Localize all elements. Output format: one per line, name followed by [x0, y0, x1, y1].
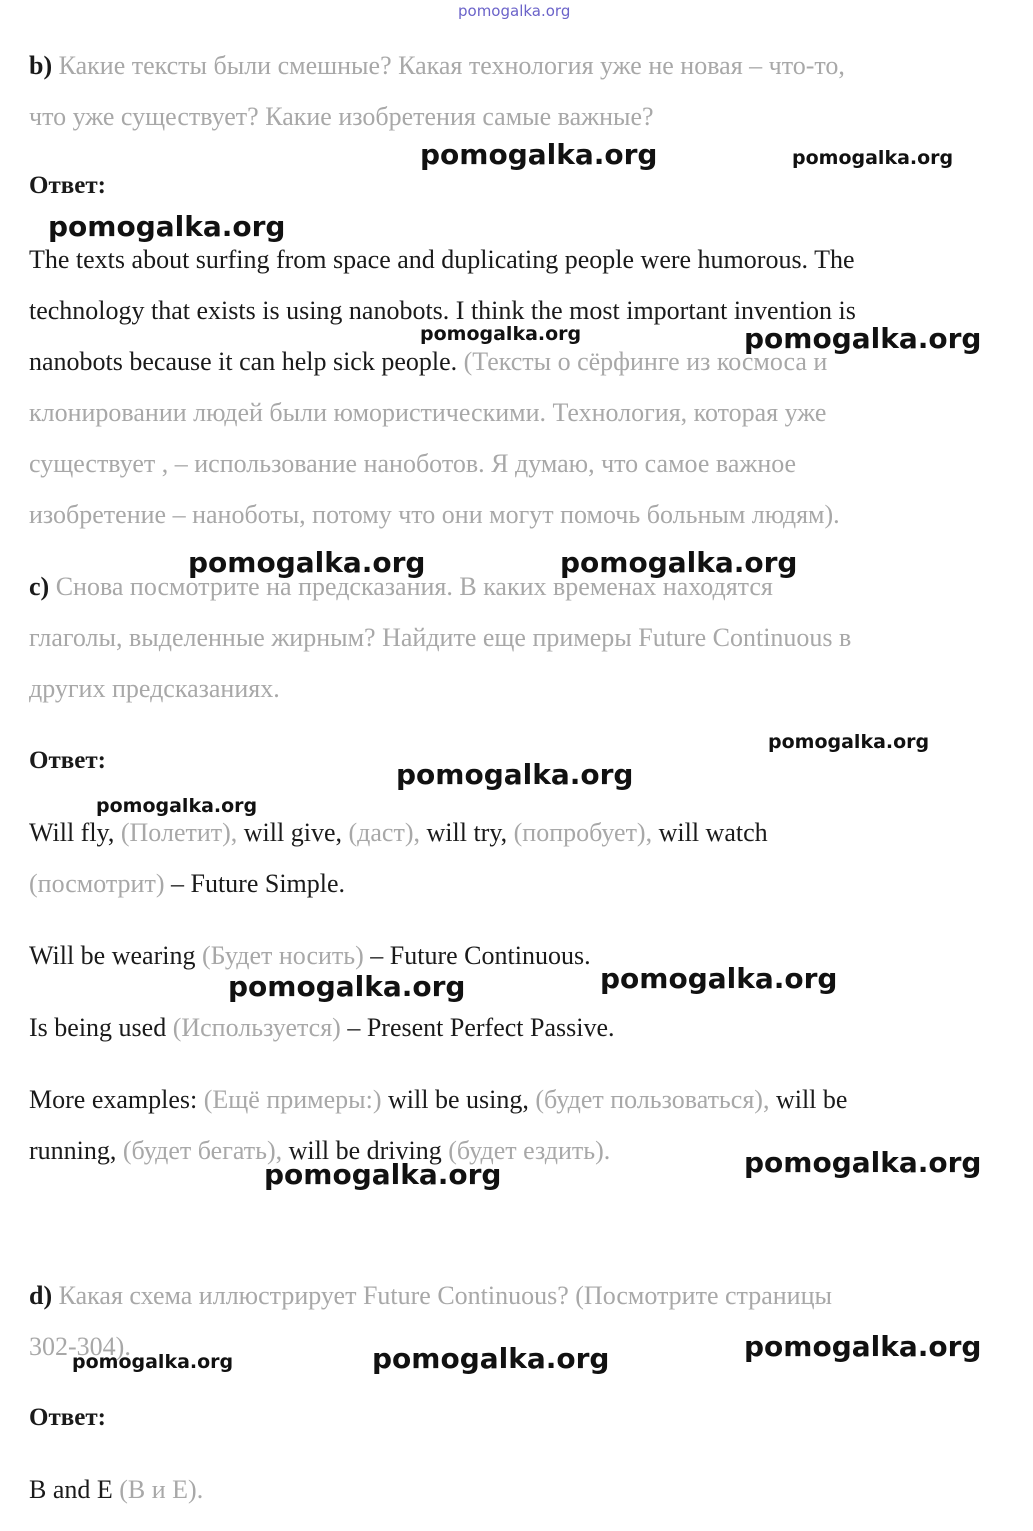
answer-text: B and E [29, 1475, 113, 1504]
translation-text: (В и Е). [119, 1475, 204, 1504]
translation-text: (посмотрит) [29, 869, 165, 898]
translation-text: (Ещё примеры:) [203, 1085, 382, 1114]
answer-b-line [29, 336, 827, 387]
translation-text: (Будет носить) [201, 941, 364, 970]
answer-d-line [29, 1464, 203, 1515]
answer-text: – Present Perfect Passive. [347, 1013, 615, 1042]
translation-text: (Используется) [172, 1013, 341, 1042]
translation-line: существует , – использование наноботов. Я думаю, что самое важное [29, 449, 797, 478]
answer-label: Ответ: [29, 172, 106, 199]
answer-text: will watch [658, 818, 768, 847]
answer-c-line [29, 807, 768, 858]
watermark: pomogalka.org [264, 1158, 502, 1191]
watermark: pomogalka.org [600, 962, 838, 995]
answer-c-line [29, 1074, 847, 1125]
watermark: pomogalka.org [48, 210, 286, 243]
translation-line: клонировании людей были юмористическими. Технология, которая уже [29, 398, 827, 427]
answer-text: running, [29, 1136, 117, 1165]
question-b-line: что уже существует? Какие изобретения самые важные? [29, 102, 654, 131]
watermark: pomogalka.org [228, 970, 466, 1003]
answer-text: Will be wearing [29, 941, 196, 970]
watermark: pomogalka.org [744, 322, 982, 355]
translation-text: (попробует), [513, 818, 653, 847]
answer-label: Ответ: [29, 747, 106, 774]
answer-c-line [29, 1002, 615, 1053]
watermark: pomogalka.org [744, 1330, 982, 1363]
question-d-line [29, 1270, 832, 1321]
watermark: pomogalka.org [420, 323, 582, 345]
watermark: pomogalka.org [560, 546, 798, 579]
answer-text: – Future Simple. [170, 869, 346, 898]
answer-text: will try, [426, 818, 508, 847]
answer-text: – Future Continuous. [370, 941, 591, 970]
watermark: pomogalka.org [188, 546, 426, 579]
answer-text: Will fly, [29, 818, 115, 847]
translation-text: (будет ездить). [448, 1136, 611, 1165]
question-b-line [29, 40, 845, 91]
answer-text: nanobots because it can help sick people. [29, 347, 458, 376]
answer-c-line [29, 858, 345, 909]
answer-text: More examples: [29, 1085, 198, 1114]
answer-text: will be driving [288, 1136, 442, 1165]
watermark: pomogalka.org [372, 1342, 610, 1375]
answer-text: will be using, [388, 1085, 529, 1114]
question-label: d) [29, 1281, 53, 1310]
translation-text: (будет бегать), [122, 1136, 283, 1165]
watermark: pomogalka.org [420, 138, 658, 171]
watermark: pomogalka.org [744, 1146, 982, 1179]
watermark: pomogalka.org [72, 1351, 234, 1373]
question-text: Снова посмотрите на предсказания. В каких временах находятся [55, 572, 773, 601]
question-text: Какие тексты были смешные? Какая технология уже не новая – что-то, [58, 51, 845, 80]
watermark: pomogalka.org [96, 795, 258, 817]
question-c-line [29, 561, 773, 612]
question-text: Какая схема иллюстрирует Future Continuous? (Посмотрите страницы [58, 1281, 832, 1310]
question-label: c) [29, 572, 50, 601]
watermark: pomogalka.org [768, 731, 930, 753]
answer-b-line: The texts about surfing from space and duplicating people were humorous. The [29, 245, 855, 274]
answer-b-line: technology that exists is using nanobots. I think the most important invention is [29, 296, 856, 325]
translation-text: (Тексты о сёрфинге из космоса и [463, 347, 828, 376]
translation-line: изобретение – наноботы, потому что они могут помочь больным людям). [29, 500, 840, 529]
question-c-line: глаголы, выделенные жирным? Найдите еще примеры Future Continuous в [29, 623, 852, 652]
top-watermark: pomogalka.org [458, 2, 571, 20]
question-c-line: других предсказаниях. [29, 674, 280, 703]
answer-c-line [29, 1125, 610, 1176]
answer-c-line [29, 930, 591, 981]
watermark: pomogalka.org [396, 758, 634, 791]
answer-label: Ответ: [29, 1404, 106, 1431]
translation-text: (будет пользоваться), [535, 1085, 770, 1114]
translation-text: (Полетит), [120, 818, 238, 847]
answer-text: will be [775, 1085, 848, 1114]
watermark: pomogalka.org [792, 147, 954, 169]
question-label: b) [29, 51, 53, 80]
translation-text: (даст), [348, 818, 420, 847]
answer-text: will give, [243, 818, 342, 847]
question-d-line: 302-304). [29, 1332, 131, 1361]
answer-text: Is being used [29, 1013, 167, 1042]
